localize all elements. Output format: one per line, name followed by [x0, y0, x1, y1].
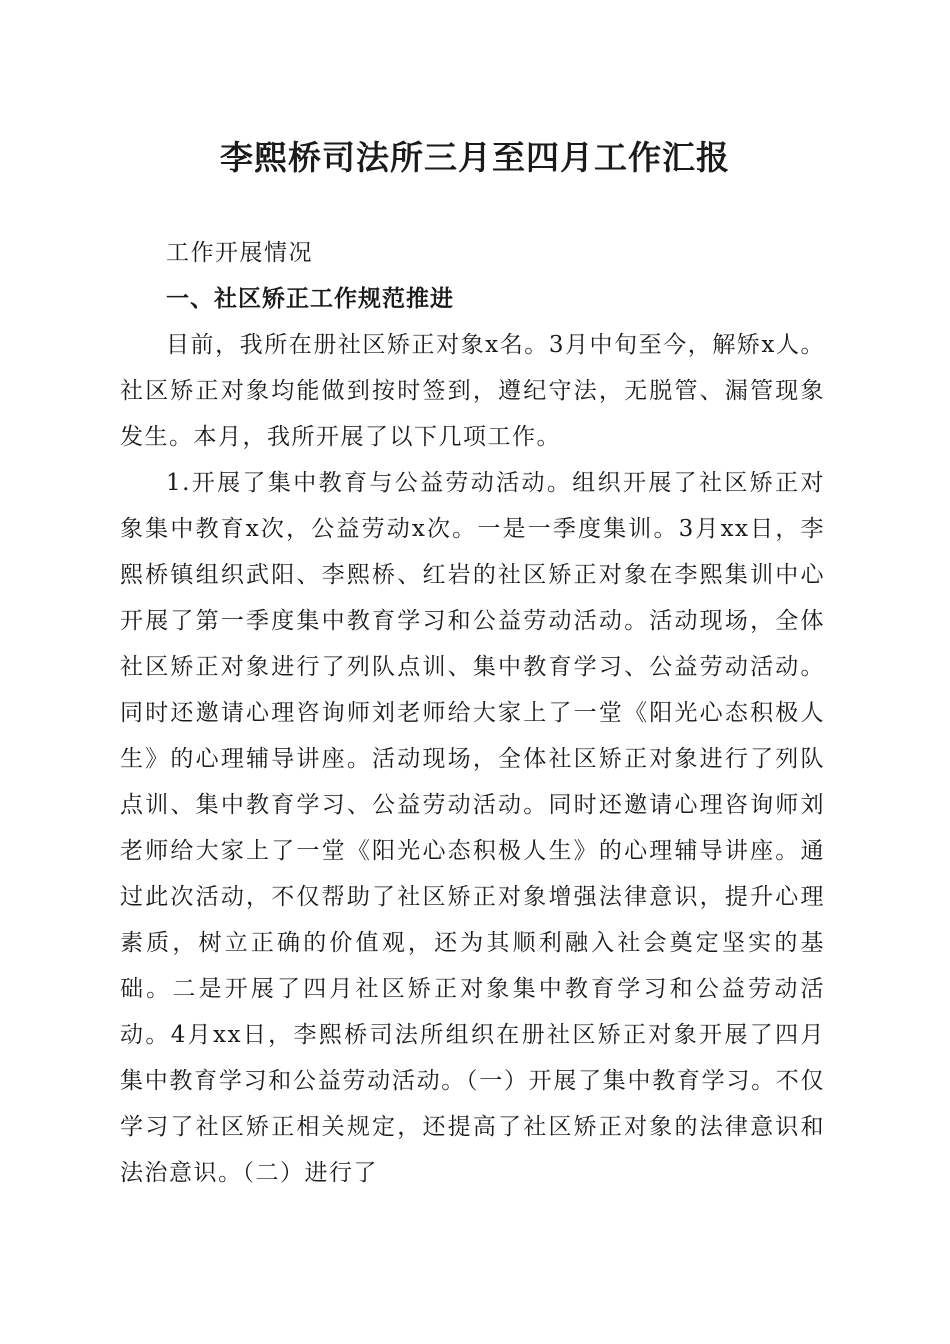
section-heading: 一、社区矫正工作规范推进	[166, 286, 454, 312]
paragraph: 1.开展了集中教育与公益劳动活动。组织开展了社区矫正对象集中教育x次，公益劳动x次。一是一季度集训。3月xx日，李熙桥镇组织武阳、李熙桥、红岩的社区矫正对象在李熙集训中心开展了第一季度集中教育学习和公益劳动活动。活动现场，全体社区矫正对象进行了列队点训、集中教育学习、公益劳动活动。同时还邀请心理咨询师刘老师给大家上了一堂《阳光心态积极人生》的心理辅导讲座。活动现场，全体社区矫正对象进行了列队点训、集中教育学习、公益劳动活动。同时还邀请心理咨询师刘老师给大家上了一堂《阳光心态积极人生》的心理辅导讲座。通过此次活动，不仅帮助了社区矫正对象增强法律意识，提升心理素质，树立正确的价值观，还为其顺利融入社会奠定坚实的基础。二是开展了四月社区矫正对象集中教育学习和公益劳动活动。4月xx日，李熙桥司法所组织在册社区矫正对象开展了四月集中教育学习和公益劳动活动。（一）开展了集中教育学习。不仅学习了社区矫正相关规定，还提高了社区矫正对象的法律意识和法治意识。（二）进行了	[120, 470, 825, 1186]
paragraph: 目前，我所在册社区矫正对象x名。3月中旬至今，解矫x人。社区矫正对象均能做到按时签到，遵纪守法，无脱管、漏管现象发生。本月，我所开展了以下几项工作。	[120, 332, 825, 450]
section-label: 工作开展情况	[166, 240, 313, 266]
document-title: 李熙桥司法所三月至四月工作汇报	[220, 138, 730, 177]
document-body	[120, 230, 825, 1196]
